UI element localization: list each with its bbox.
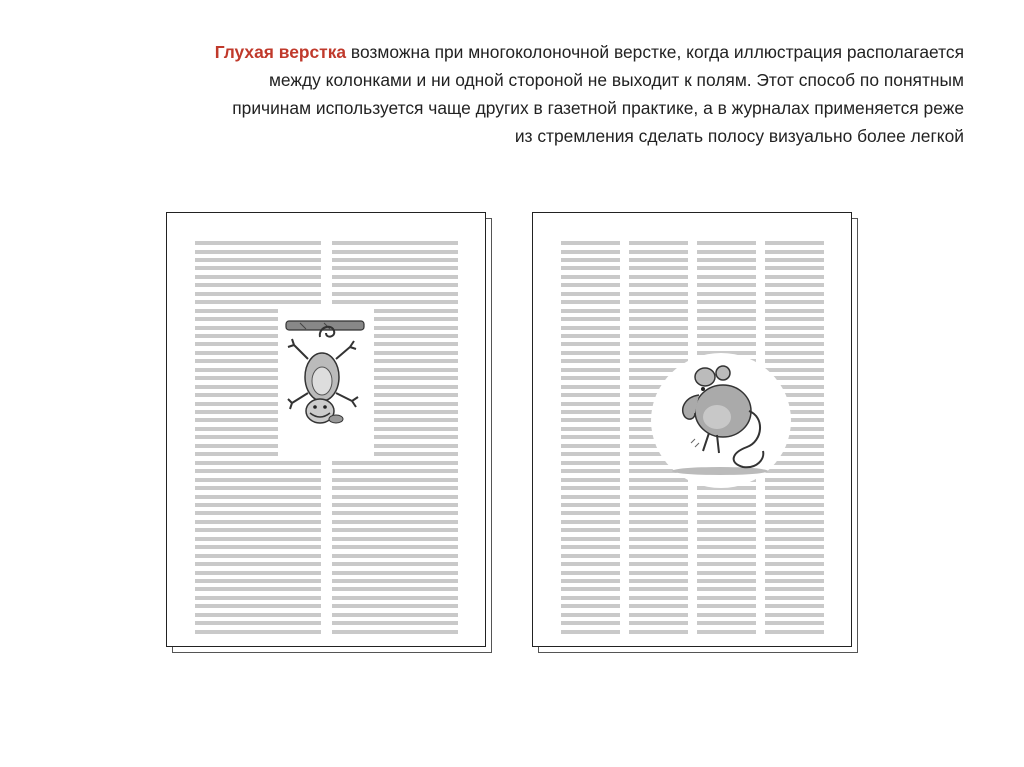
text-line-bar xyxy=(765,486,824,490)
text-line-bar xyxy=(697,537,756,541)
text-line-bar xyxy=(765,528,824,532)
text-line-bar xyxy=(629,630,688,634)
text-line-4: из стремления сделать полосу визуально более легкой xyxy=(514,126,964,146)
text-line-bar xyxy=(332,300,458,304)
text-line-bar xyxy=(195,613,321,617)
text-line-bar xyxy=(697,621,756,625)
text-line-bar xyxy=(561,385,620,389)
text-line-bar xyxy=(332,461,458,465)
text-line-bar xyxy=(629,266,688,270)
text-line-bar xyxy=(629,342,688,346)
text-line-bar xyxy=(195,596,321,600)
text-line-bar xyxy=(332,511,458,515)
text-line-bar xyxy=(629,486,688,490)
text-line-bar xyxy=(629,326,688,330)
text-line-bar xyxy=(195,604,321,608)
text-line-bar xyxy=(765,537,824,541)
text-line-bar xyxy=(561,452,620,456)
text-line-bar xyxy=(765,292,824,296)
text-line-bar xyxy=(629,300,688,304)
text-line-bar xyxy=(332,604,458,608)
text-line-bar xyxy=(561,376,620,380)
text-line-1-rest: возможна при многоколоночной верстке, когда иллюстрация располагается xyxy=(346,42,964,62)
text-line-bar xyxy=(332,266,458,270)
text-line-bar xyxy=(561,503,620,507)
text-line-bar xyxy=(697,309,756,313)
text-line-bar xyxy=(697,596,756,600)
text-line-bar xyxy=(195,292,321,296)
text-line-bar xyxy=(332,571,458,575)
text-line-bar xyxy=(195,562,321,566)
text-line-bar xyxy=(332,283,458,287)
text-line-bar xyxy=(629,545,688,549)
text-line-bar xyxy=(697,587,756,591)
text-line-bar xyxy=(332,241,458,245)
text-line-bar xyxy=(561,537,620,541)
text-line-bar xyxy=(697,503,756,507)
text-line-bar xyxy=(561,266,620,270)
text-line-bar xyxy=(195,511,321,515)
text-line-bar xyxy=(697,342,756,346)
text-line-bar xyxy=(765,571,824,575)
text-line-bar xyxy=(629,317,688,321)
text-line-bar xyxy=(561,520,620,524)
text-line-bar xyxy=(195,469,321,473)
text-line-bar xyxy=(629,351,688,355)
text-line-bar xyxy=(561,250,620,254)
text-line-bar xyxy=(561,486,620,490)
text-line-bar xyxy=(561,368,620,372)
text-line-bar xyxy=(561,444,620,448)
text-line-bar xyxy=(561,435,620,439)
text-line-bar xyxy=(332,469,458,473)
text-line-bar xyxy=(561,621,620,625)
text-line-bar xyxy=(561,469,620,473)
text-line-bar xyxy=(195,461,321,465)
text-line-bar xyxy=(332,537,458,541)
text-line-bar xyxy=(561,317,620,321)
text-line-bar xyxy=(561,300,620,304)
text-line-bar xyxy=(561,461,620,465)
description-paragraph xyxy=(40,38,964,150)
text-line-bar xyxy=(332,528,458,532)
text-line-bar xyxy=(332,275,458,279)
text-line-bar xyxy=(561,587,620,591)
text-line-bar xyxy=(765,596,824,600)
text-line-bar xyxy=(195,275,321,279)
text-line-bar xyxy=(629,503,688,507)
text-line-bar xyxy=(765,342,824,346)
text-line-bar xyxy=(765,587,824,591)
text-line-bar xyxy=(697,630,756,634)
text-line-bar xyxy=(697,250,756,254)
text-line-bar xyxy=(332,630,458,634)
text-line-bar xyxy=(629,537,688,541)
text-line-bar xyxy=(697,545,756,549)
text-line-bar xyxy=(561,402,620,406)
text-line-bar xyxy=(561,579,620,583)
text-line-bar xyxy=(561,511,620,515)
text-line-bar xyxy=(561,528,620,532)
text-line-bar xyxy=(697,528,756,532)
text-line-bar xyxy=(629,334,688,338)
text-line-bar xyxy=(765,241,824,245)
text-line-bar xyxy=(561,351,620,355)
text-line-bar xyxy=(561,495,620,499)
text-line-bar xyxy=(765,275,824,279)
right-page-layout xyxy=(532,212,852,647)
text-line-bar xyxy=(332,587,458,591)
text-line-bar xyxy=(332,258,458,262)
text-line-bar xyxy=(629,613,688,617)
text-line-bar xyxy=(765,630,824,634)
text-line-bar xyxy=(629,554,688,558)
text-line-bar xyxy=(561,596,620,600)
text-line-bar xyxy=(765,545,824,549)
text-line-bar xyxy=(561,275,620,279)
text-line-bar xyxy=(765,503,824,507)
text-line-1 xyxy=(40,38,964,66)
mouse-icon xyxy=(665,359,775,479)
text-line-bar xyxy=(195,528,321,532)
text-line-bar xyxy=(765,309,824,313)
text-line-bar xyxy=(561,309,620,313)
text-line-bar xyxy=(765,326,824,330)
text-line-bar xyxy=(765,495,824,499)
text-line-bar xyxy=(195,621,321,625)
text-line-bar xyxy=(332,562,458,566)
text-line-bar xyxy=(697,258,756,262)
text-line-bar xyxy=(195,520,321,524)
term-highlight: Глухая верстка xyxy=(214,42,347,62)
text-line-bar xyxy=(765,621,824,625)
text-line-bar xyxy=(765,511,824,515)
text-line-bar xyxy=(332,495,458,499)
text-line-bar xyxy=(195,571,321,575)
hanging-creature-icon xyxy=(280,315,370,445)
text-line-bar xyxy=(561,478,620,482)
text-line-bar xyxy=(629,562,688,566)
text-line-bar xyxy=(765,562,824,566)
text-line-bar xyxy=(697,562,756,566)
text-line-bar xyxy=(697,275,756,279)
text-line-bar xyxy=(561,359,620,363)
text-line-bar xyxy=(629,258,688,262)
text-line-bar xyxy=(697,579,756,583)
text-line-bar xyxy=(629,571,688,575)
text-line-bar xyxy=(561,326,620,330)
text-line-bar xyxy=(332,478,458,482)
text-line-bar xyxy=(332,579,458,583)
text-line-bar xyxy=(332,486,458,490)
text-line-bar xyxy=(561,258,620,262)
text-line-bar xyxy=(561,241,620,245)
text-line-bar xyxy=(697,334,756,338)
text-line-bar xyxy=(561,562,620,566)
text-line-bar xyxy=(561,427,620,431)
text-line-bar xyxy=(697,326,756,330)
text-line-bar xyxy=(561,554,620,558)
text-line-bar xyxy=(561,292,620,296)
text-line-bar xyxy=(765,579,824,583)
text-line-bar xyxy=(561,545,620,549)
text-line-bar xyxy=(195,537,321,541)
text-line-bar xyxy=(561,410,620,414)
text-line-2: между колонками и ни одной стороной не выходит к полям. Этот способ по понятным xyxy=(268,70,964,90)
text-line-bar xyxy=(629,587,688,591)
text-line-bar xyxy=(332,613,458,617)
text-line-bar xyxy=(765,250,824,254)
text-line-bar xyxy=(195,545,321,549)
text-line-bar xyxy=(561,334,620,338)
text-line-bar xyxy=(195,266,321,270)
text-line-bar xyxy=(561,393,620,397)
text-line-bar xyxy=(765,300,824,304)
text-line-bar xyxy=(697,613,756,617)
text-line-bar xyxy=(332,596,458,600)
text-line-bar xyxy=(332,545,458,549)
text-line-bar xyxy=(195,300,321,304)
text-line-bar xyxy=(561,630,620,634)
left-page-layout xyxy=(166,212,486,647)
text-line-bar xyxy=(629,283,688,287)
text-line-bar xyxy=(697,300,756,304)
text-line-bar xyxy=(697,571,756,575)
text-line-bar xyxy=(629,621,688,625)
text-line-bar xyxy=(195,486,321,490)
text-line-bar xyxy=(332,250,458,254)
text-line-bar xyxy=(697,520,756,524)
text-line-bar xyxy=(629,241,688,245)
text-line-bar xyxy=(765,520,824,524)
text-line-bar xyxy=(561,283,620,287)
text-line-bar xyxy=(195,495,321,499)
text-line-bar xyxy=(332,292,458,296)
text-line-bar xyxy=(561,342,620,346)
text-line-bar xyxy=(629,292,688,296)
text-line-bar xyxy=(195,554,321,558)
text-line-bar xyxy=(561,571,620,575)
text-line-3: причинам используется чаще других в газетной практике, а в журналах применяется реже xyxy=(232,98,964,118)
text-line-bar xyxy=(697,511,756,515)
text-line-bar xyxy=(195,250,321,254)
text-line-bar xyxy=(195,579,321,583)
text-line-bar xyxy=(195,503,321,507)
text-line-bar xyxy=(332,554,458,558)
text-line-bar xyxy=(697,283,756,287)
text-line-bar xyxy=(332,503,458,507)
text-line-bar xyxy=(765,554,824,558)
text-line-bar xyxy=(629,511,688,515)
text-line-bar xyxy=(332,520,458,524)
text-line-bar xyxy=(195,478,321,482)
text-line-bar xyxy=(195,283,321,287)
text-line-bar xyxy=(629,250,688,254)
text-line-bar xyxy=(765,613,824,617)
text-line-bar xyxy=(697,292,756,296)
text-line-bar xyxy=(561,613,620,617)
text-line-bar xyxy=(697,604,756,608)
text-line-bar xyxy=(765,266,824,270)
text-line-bar xyxy=(195,241,321,245)
text-line-bar xyxy=(765,334,824,338)
text-line-bar xyxy=(697,317,756,321)
text-line-bar xyxy=(195,587,321,591)
text-line-bar xyxy=(629,604,688,608)
text-line-bar xyxy=(697,266,756,270)
text-line-bar xyxy=(629,275,688,279)
text-line-bar xyxy=(629,495,688,499)
text-line-bar xyxy=(629,579,688,583)
text-line-bar xyxy=(561,418,620,422)
text-line-bar xyxy=(765,317,824,321)
text-line-bar xyxy=(629,528,688,532)
text-line-bar xyxy=(195,258,321,262)
text-line-bar xyxy=(765,258,824,262)
text-line-bar xyxy=(629,520,688,524)
text-line-bar xyxy=(629,309,688,313)
text-line-bar xyxy=(195,630,321,634)
text-line-bar xyxy=(765,351,824,355)
text-line-bar xyxy=(332,621,458,625)
text-line-bar xyxy=(765,604,824,608)
text-line-bar xyxy=(697,241,756,245)
text-line-bar xyxy=(629,596,688,600)
text-line-bar xyxy=(697,554,756,558)
text-line-bar xyxy=(697,495,756,499)
text-line-bar xyxy=(765,283,824,287)
text-line-bar xyxy=(561,604,620,608)
